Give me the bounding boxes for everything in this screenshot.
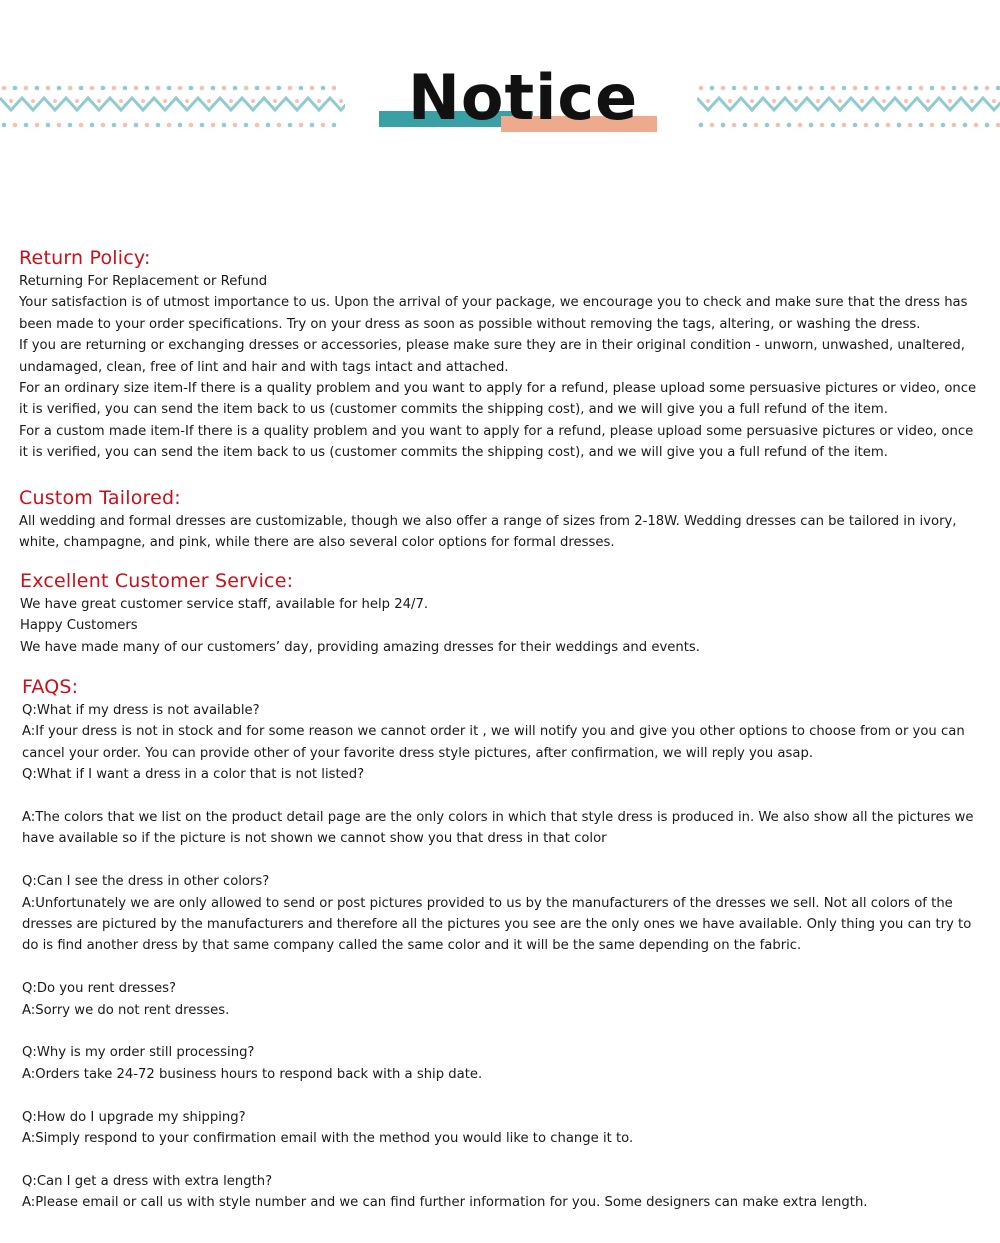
- faq-question: Q:Do you rent dresses?: [22, 981, 176, 997]
- faq-question: Q:Can I get a dress with extra length?: [22, 1173, 273, 1189]
- faq-answer: A:Orders take 24-72 business hours to respond back with a ship date.: [22, 1066, 483, 1082]
- faq-answer: A:If your dress is not in stock and for some reason we cannot order it , we will notify you and give you other options to choose from or you can cancel your order. You can provide other of your favorite dress style pictures, after confirmation, we will reply you asap.: [22, 724, 965, 761]
- faq-answer: A:Unfortunately we are only allowed to send or post pictures provided to us by the manufacturers of the dresses we sell. Not all colors of the dresses are pictured by the manufacturers and therefore all the pictures you see are the only ones we have available. Only thing you can try to do is find another dress by that same company called the same color and it will be the same depending on the fabric.: [22, 895, 972, 954]
- faq-answer: A:Please email or call us with style number and we can find further information for you. Some designers can make extra length.: [22, 1195, 868, 1211]
- faqs-section: [22, 674, 982, 1214]
- customer-service-line: Happy Customers: [20, 618, 138, 634]
- right-zigzag-pattern: [697, 84, 1000, 130]
- faqs-heading: FAQS:: [22, 676, 79, 698]
- return-policy-line: Your satisfaction is of utmost importance to us. Upon the arrival of your package, we encourage you to check and make sure that the dress has been made to your order specifications. Try on your dress as soon as possible without removing the tags, altering, or washing the dress.: [19, 295, 968, 332]
- faq-spacer: [22, 1149, 982, 1170]
- customer-service-section: [20, 568, 982, 658]
- return-policy-line: For a custom made item-If there is a quality problem and you want to apply for a refund, please upload some persuasive pictures or video, once it is verified, you can send the item back to us (customer commits the shipping cost), and we will give you a full refund of the item.: [19, 423, 974, 461]
- faq-answer: A:Sorry we do not rent dresses.: [22, 1002, 230, 1018]
- page-title: Notice: [408, 61, 639, 134]
- customer-service-line: We have great customer service staff, available for help 24/7.: [20, 597, 429, 612]
- faq-spacer: [22, 1021, 982, 1042]
- return-policy-section: [19, 245, 981, 464]
- faq-spacer: [22, 1085, 982, 1106]
- faq-answer: A:The colors that we list on the product detail page are the only colors in which that style dress is produced in. We also show all the pictures we have available so if the picture is not shown we cannot show you that dress in that color: [22, 810, 974, 847]
- customer-service-line: We have made many of our customers’ day, providing amazing dresses for their weddings and events.: [20, 639, 700, 655]
- left-zigzag-pattern: [0, 84, 345, 130]
- return-policy-line: If you are returning or exchanging dresses or accessories, please make sure they are in their original condition - unworn, unwashed, unaltered, undamaged, clean, free of lint and hair and with tags intact and attached.: [19, 338, 965, 375]
- customer-service-heading: Excellent Customer Service:: [20, 570, 294, 592]
- faq-spacer: [22, 957, 982, 978]
- faq-question: Q:How do I upgrade my shipping?: [22, 1109, 246, 1125]
- faq-answer: A:Simply respond to your confirmation email with the method you would like to change it to.: [22, 1131, 634, 1147]
- custom-tailored-line: All wedding and formal dresses are customizable, though we also offer a range of sizes from 2-18W. Wedding dresses can be tailored in ivory, white, champagne, and pink, while there are also several color options for formal dresses.: [19, 514, 957, 551]
- faq-question: Q:What if I want a dress in a color that is not listed?: [22, 767, 365, 783]
- faq-question: Q:What if my dress is not available?: [22, 703, 260, 718]
- custom-tailored-heading: Custom Tailored:: [19, 487, 181, 509]
- faq-spacer: [22, 786, 982, 807]
- custom-tailored-section: [19, 485, 981, 554]
- faq-spacer: [22, 850, 982, 871]
- return-policy-heading: Return Policy:: [19, 247, 151, 269]
- return-policy-line: Returning For Replacement or Refund: [19, 274, 268, 289]
- notice-header: [0, 0, 1000, 160]
- faq-question: Q:Why is my order still processing?: [22, 1045, 255, 1061]
- return-policy-line: For an ordinary size item-If there is a quality problem and you want to apply for a refund, please upload some persuasive pictures or video, once it is verified, you can send the item back to us (customer commits the shipping cost), and we will give you a full refund of the item.: [19, 381, 977, 418]
- faq-question: Q:Can I see the dress in other colors?: [22, 874, 270, 890]
